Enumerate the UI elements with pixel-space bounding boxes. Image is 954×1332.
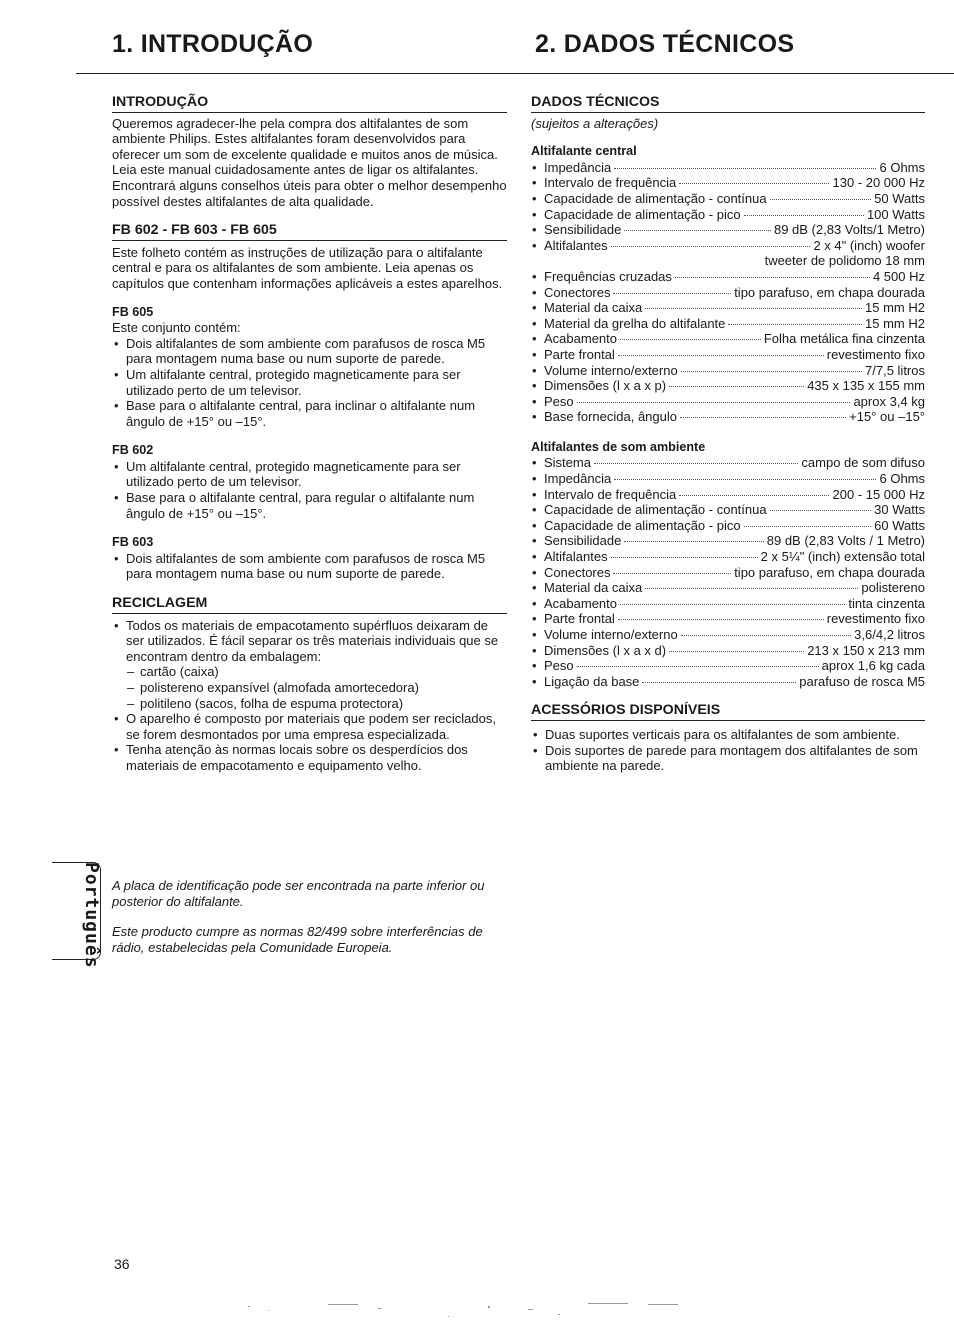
- spec-value: 130 - 20 000 Hz: [832, 175, 925, 191]
- spec-label: • Altifalantes: [544, 549, 608, 565]
- spec-value: 15 mm H2: [865, 300, 925, 316]
- dot-leader: [728, 324, 862, 325]
- spec-value: 435 x 135 x 155 mm: [807, 378, 925, 394]
- spec-value: +15° ou –15°: [849, 409, 925, 425]
- spec-value: polistereno: [861, 580, 925, 596]
- spec-label: • Material da grelha do altifalante: [544, 315, 726, 331]
- dot-leader: [679, 495, 829, 496]
- dot-leader: [680, 417, 846, 418]
- scan-noise: [228, 1300, 728, 1320]
- spec-row: [531, 347, 925, 363]
- list-item: • Um altifalante central, protegido magneticamente para ser utilizado perto de um televisor.: [112, 367, 507, 398]
- fb605-heading: FB 605: [112, 304, 154, 319]
- spec-label: • Material da caixa: [544, 300, 643, 316]
- specs-heading: DADOS TÉCNICOS: [531, 95, 925, 113]
- spec-row: [531, 658, 925, 674]
- spec-label: • Material da caixa: [544, 580, 643, 596]
- language-tab-label: Português: [81, 862, 102, 969]
- spec-row: [531, 316, 925, 332]
- spec-label: • Peso: [544, 658, 574, 674]
- dot-leader: [620, 339, 761, 340]
- accessories-heading: ACESSÓRIOS DISPONÍVEIS: [531, 703, 925, 721]
- dot-leader: [675, 277, 870, 278]
- recycling-item-1: Todos os materiais de empacotamento supérfluos deixaram de ser utilizados. É fácil separar os três materiais individuais que se encontram dentro da embalagem:: [126, 617, 499, 664]
- spec-row: [531, 269, 925, 285]
- spec-label: • Impedância: [544, 159, 612, 175]
- spec-row: [531, 160, 925, 176]
- right-column: [531, 95, 925, 774]
- dot-leader: [614, 168, 876, 169]
- fb605-intro: Este conjunto contém:: [112, 320, 241, 336]
- spec-label: • Intervalo de frequência: [544, 486, 677, 502]
- dot-leader: [669, 386, 804, 387]
- spec-row: [531, 175, 925, 191]
- spec-value: 30 Watts: [874, 502, 925, 518]
- spec-value: 2 x 5¼" (inch) extensão total: [760, 549, 925, 565]
- recycling-list: [112, 618, 507, 774]
- fb603-heading: FB 603: [112, 535, 154, 550]
- dot-leader: [744, 526, 872, 527]
- fb602-heading: FB 602: [112, 443, 154, 458]
- list-item: – politileno (sacos, folha de espuma protectora): [126, 696, 507, 712]
- dot-leader: [618, 355, 824, 356]
- spec-row: [531, 580, 925, 596]
- list-item: – cartão (caixa): [126, 664, 507, 680]
- spec-row: [531, 627, 925, 643]
- spec-value: 100 Watts: [866, 206, 925, 222]
- recycling-heading: RECICLAGEM: [112, 596, 507, 614]
- intro-heading: INTRODUÇÃO: [112, 95, 507, 113]
- spec-row: [531, 378, 925, 394]
- left-column: [112, 95, 507, 774]
- spec-row: [531, 565, 925, 581]
- spec-label: • Altifalantes: [544, 237, 608, 253]
- specs-subtitle: (sujeitos a alterações): [531, 115, 659, 131]
- spec-value: 50 Watts: [874, 190, 925, 206]
- spec-value: tinta cinzenta: [848, 595, 925, 611]
- central-speaker-heading: Altifalante central: [531, 144, 637, 159]
- dot-leader: [681, 371, 862, 372]
- spec-value: aprox 1,6 kg cada: [821, 658, 925, 674]
- chapter-title-technical-data: 2. DADOS TÉCNICOS: [535, 30, 795, 58]
- spec-label: • Frequências cruzadas: [544, 268, 672, 284]
- spec-label: • Impedância: [544, 471, 612, 487]
- spec-row: [531, 549, 925, 565]
- spec-label: • Acabamento: [544, 595, 617, 611]
- intro-paragraph-1: Queremos agradecer-lhe pela compra dos altifalantes de som ambiente Philips. Estes altifalantes foram desenvolvidos para oferecer um som de excelente qualidade e muitos anos de música.: [112, 115, 498, 162]
- spec-label: • Volume interno/externo: [544, 362, 678, 378]
- spec-value: 200 - 15 000 Hz: [832, 486, 925, 502]
- spec-value: tweeter de polidomo 18 mm: [764, 253, 925, 269]
- list-item: • Base para o altifalante central, para regular o altifalante num ângulo de +15° ou –15°.: [112, 490, 507, 521]
- dot-leader: [744, 215, 864, 216]
- spec-value: aprox 3,4 kg: [853, 393, 925, 409]
- chapter-title-introduction: 1. INTRODUÇÃO: [112, 30, 314, 58]
- spec-label: • Capacidade de alimentação - pico: [544, 206, 741, 222]
- spec-value: 213 x 150 x 213 mm: [807, 642, 925, 658]
- spec-row: [531, 533, 925, 549]
- spec-label: • Sistema: [544, 455, 591, 471]
- spec-row: [531, 487, 925, 503]
- spec-value: 89 dB (2,83 Volts / 1 Metro): [766, 533, 925, 549]
- list-item: [112, 618, 507, 712]
- list-item: • Dois suportes de parede para montagem dos altifalantes de som ambiente na parede.: [531, 743, 925, 774]
- dot-leader: [614, 479, 876, 480]
- dot-leader: [613, 573, 731, 574]
- spec-value: tipo parafuso, em chapa dourada: [734, 564, 925, 580]
- spec-row: [531, 300, 925, 316]
- spec-label: • Sensibilidade: [544, 533, 622, 549]
- spec-value: 4 500 Hz: [872, 268, 925, 284]
- list-item: • Um altifalante central, protegido magneticamente para ser utilizado perto de um televisor.: [112, 459, 507, 490]
- dot-leader: [645, 588, 858, 589]
- spec-row: [531, 285, 925, 301]
- spec-row: [531, 191, 925, 207]
- spec-value: parafuso de rosca M5: [799, 673, 925, 689]
- spec-row: [531, 331, 925, 347]
- spec-row: [531, 518, 925, 534]
- recycling-sublist: [126, 664, 507, 711]
- dot-leader: [770, 199, 872, 200]
- dot-leader: [613, 293, 731, 294]
- list-item: • Dois altifalantes de som ambiente com parafusos de rosca M5 para montagem numa base ou num suporte de parede.: [112, 551, 507, 582]
- intro-paragraph-2: Leia este manual cuidadosamente antes de ligar os altifalantes. Encontrará alguns conselhos úteis para obter o melhor desempenho possível destes altifalantes de alta qualidade.: [112, 162, 507, 209]
- spec-label: • Acabamento: [544, 331, 617, 347]
- notes-block: [112, 878, 502, 955]
- spec-row: [531, 363, 925, 379]
- page-number: 36: [114, 1256, 130, 1272]
- spec-value: Folha metálica fina cinzenta: [763, 331, 925, 347]
- dot-leader: [577, 666, 819, 667]
- surround-speakers-heading: Altifalantes de som ambiente: [531, 439, 706, 454]
- spec-label: • Ligação da base: [544, 673, 640, 689]
- spec-label: • Dimensões (l x a x p): [544, 378, 667, 394]
- spec-value: 2 x 4" (inch) woofer: [813, 237, 925, 253]
- spec-label: • Intervalo de frequência: [544, 175, 677, 191]
- spec-value: 6 Ohms: [879, 159, 925, 175]
- spec-value: revestimento fixo: [826, 346, 925, 362]
- spec-label: • Volume interno/externo: [544, 627, 678, 642]
- spec-value: campo de som difuso: [801, 455, 925, 471]
- spec-row: [531, 643, 925, 659]
- spec-row: [531, 253, 925, 269]
- spec-value: revestimento fixo: [826, 611, 925, 627]
- spec-label: • Conectores: [544, 284, 611, 300]
- spec-value: 7/7,5 litros: [865, 362, 925, 378]
- dot-leader: [618, 619, 824, 620]
- fb602-list: [112, 459, 507, 521]
- spec-label: • Parte frontal: [544, 346, 615, 362]
- spec-row: [531, 596, 925, 612]
- models-paragraph: Este folheto contém as instruções de utilização para o altifalante central e para os altifalantes de som ambiente. Leia apenas os capítulos que contenham informações aplicáveis a estes aparelhos.: [112, 244, 503, 291]
- dot-leader: [642, 682, 796, 683]
- dot-leader: [624, 541, 763, 542]
- fb605-list: [112, 336, 507, 430]
- dot-leader: [611, 557, 758, 558]
- central-spec-list: [531, 160, 925, 425]
- spec-value: 15 mm H2: [865, 315, 925, 331]
- spec-label: • Base fornecida, ângulo: [544, 409, 677, 425]
- dot-leader: [611, 246, 811, 247]
- dot-leader: [620, 604, 845, 605]
- spec-row: [531, 207, 925, 223]
- spec-row: [531, 455, 925, 471]
- surround-spec-list: [531, 455, 925, 689]
- spec-row: [531, 409, 925, 425]
- dot-leader: [679, 183, 829, 184]
- list-item: – polistereno expansível (almofada amortecedora): [126, 680, 507, 696]
- spec-label: • Conectores: [544, 564, 611, 580]
- spec-row: [531, 502, 925, 518]
- spec-row: [531, 611, 925, 627]
- dot-leader: [669, 651, 804, 652]
- spec-value: tipo parafuso, em chapa dourada: [734, 284, 925, 300]
- spec-label: • Capacidade de alimentação - contínua: [544, 190, 767, 206]
- recycling-item-3: • Tenha atenção às normas locais sobre os desperdícios dos materiais de empacotamento e equipamento velho.: [112, 742, 507, 773]
- note-identification-plate: A placa de identificação pode ser encontrada na parte inferior ou posterior do altifalante.: [112, 878, 485, 909]
- spec-label: • Peso: [544, 393, 574, 409]
- spec-label: • Dimensões (l x a x d): [544, 642, 667, 658]
- spec-label: • Capacidade de alimentação - pico: [544, 517, 741, 533]
- note-compliance: Este producto cumpre as normas 82/499 sobre interferências de rádio, estabelecidas pela Comunidade Europeia.: [112, 924, 483, 955]
- fb603-list: [112, 551, 507, 582]
- recycling-item-2: • O aparelho é composto por materiais que podem ser reciclados, se forem desmontados por uma empresa especializada.: [112, 711, 507, 742]
- accessories-list: [531, 727, 925, 774]
- dot-leader: [594, 463, 798, 464]
- list-item: • Duas suportes verticais para os altifalantes de som ambiente.: [531, 727, 925, 743]
- spec-row: [531, 674, 925, 690]
- dot-leader: [624, 230, 771, 231]
- dot-leader: [645, 308, 862, 309]
- models-heading: FB 602 - FB 603 - FB 605: [112, 223, 507, 241]
- spec-row: [531, 222, 925, 238]
- spec-label: • Parte frontal: [544, 611, 615, 627]
- dot-leader: [770, 510, 872, 511]
- list-item: • Dois altifalantes de som ambiente com parafusos de rosca M5 para montagem numa base ou num suporte de parede.: [112, 336, 507, 367]
- spec-row: [531, 394, 925, 410]
- spec-row: [531, 238, 925, 254]
- spec-value: 6 Ohms: [879, 471, 925, 487]
- dot-leader: [577, 402, 851, 403]
- list-item: • Base para o altifalante central, para inclinar o altifalante num ângulo de +15° ou –15°.: [112, 398, 507, 429]
- spec-value: 89 dB (2,83 Volts/1 Metro): [773, 222, 925, 238]
- spec-value: 3,6/4,2 litros: [854, 627, 925, 642]
- spec-value: 60 Watts: [874, 517, 925, 533]
- header-rule: [76, 73, 954, 74]
- spec-label: • Sensibilidade: [544, 222, 622, 238]
- dot-leader: [681, 635, 851, 636]
- spec-label: • Capacidade de alimentação - contínua: [544, 502, 767, 518]
- spec-row: [531, 471, 925, 487]
